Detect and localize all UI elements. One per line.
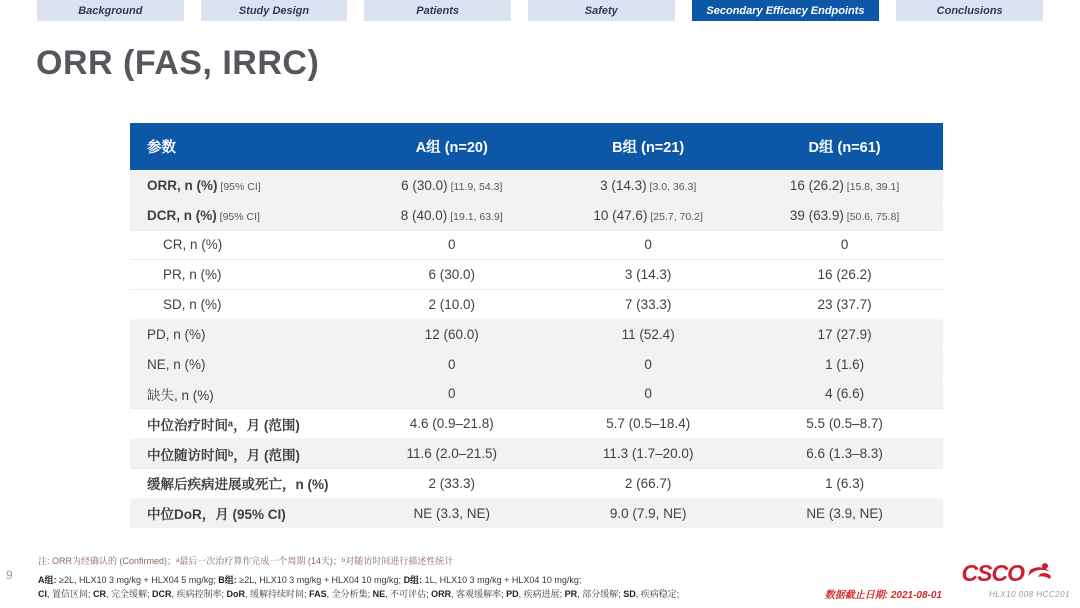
cell-value: 2 (66.7) (624, 475, 672, 491)
table-row (130, 379, 943, 409)
cell-value: 39 (63.9) [50.6, 75.8] (789, 207, 900, 223)
row-label: ORR, n (%) [95% CI] (147, 177, 261, 193)
tab-secondary-efficacy-endpoints[interactable]: Secondary Efficacy Endpoints (692, 0, 880, 21)
footnote-group-definitions: A组: ≥2L, HLX10 3 mg/kg + HLX04 5 mg/kg; B组: ≥2L, HLX10 3 mg/kg + HLX04 10 mg/kg; D组: 1L, HLX10 3 mg/kg + HLX04 10 mg/kg; (38, 575, 582, 585)
cell-value: 11.6 (2.0–21.5) (406, 446, 498, 462)
row-label: PR, n (%) (163, 267, 222, 283)
table-row (130, 259, 943, 289)
table-row (130, 468, 943, 498)
cell-value: 11 (52.4) (621, 326, 675, 342)
cell-value: 11.3 (1.7–20.0) (602, 446, 694, 462)
page-number: 9 (6, 568, 13, 582)
cell-value: 5.7 (0.5–18.4) (606, 416, 691, 432)
study-id: HLX10 008 HCC201 (989, 590, 1070, 599)
cell-value: 3 (14.3) (624, 267, 672, 283)
cell-value: 0 (644, 356, 652, 372)
tab-background[interactable]: Background (37, 0, 184, 21)
table-row (130, 319, 943, 349)
row-label: CR, n (%) (163, 237, 223, 253)
row-label: 中位随访时间ᵇ，月 (范围) (147, 447, 301, 463)
cell-value: 17 (27.9) (817, 326, 872, 342)
column-header-group-a: A组 (n=20) (415, 140, 488, 156)
cell-value: 0 (448, 386, 456, 402)
footnote-confirmation-note: 注: ORR为经确认的 (Confirmed)；ᵃ最后一次治疗算作完成一个周期 (14天)；ᵇ对随访时间进行描述性统计 (38, 556, 454, 566)
cell-value: 0 (448, 356, 456, 372)
cell-value: 10 (47.6) [25.7, 70.2] (593, 207, 703, 223)
row-label: 缺失, n (%) (147, 387, 214, 403)
row-label: 中位DoR，月 (95% CI) (147, 507, 286, 523)
cell-value: 4 (6.6) (825, 386, 865, 402)
csco-logo-text: CSCO (961, 560, 1024, 586)
data-cutoff-date: 数据截止日期: 2021-08-01 (824, 590, 942, 601)
cell-value: 1 (1.6) (825, 356, 865, 372)
table-row (130, 289, 943, 319)
row-label: PD, n (%) (147, 326, 206, 342)
table-row (130, 230, 943, 260)
column-header-group-b: B组 (n=21) (612, 140, 685, 156)
cell-value: 6 (30.0) (428, 267, 476, 283)
csco-logo (962, 560, 1052, 587)
cell-value: 0 (644, 237, 652, 253)
csco-mascot-icon (1026, 560, 1052, 587)
cell-value: 23 (37.7) (817, 297, 872, 313)
cell-value: 2 (33.3) (428, 475, 476, 491)
cell-value: 5.5 (0.5–8.7) (806, 416, 883, 432)
table-body (130, 170, 943, 528)
table-row (130, 200, 943, 230)
table-row (130, 408, 943, 438)
row-label: 缓解后疾病进展或死亡，n (%) (147, 477, 329, 493)
tab-study-design[interactable]: Study Design (201, 0, 348, 21)
cell-value: 0 (448, 237, 456, 253)
row-label: DCR, n (%) [95% CI] (147, 207, 260, 223)
table-header-row (130, 123, 943, 170)
cell-value: 8 (40.0) [19.1, 63.9] (400, 207, 503, 223)
cell-value: 4.6 (0.9–21.8) (409, 416, 494, 432)
cell-value: 7 (33.3) (624, 297, 672, 313)
page-title: ORR (FAS, IRRC) (36, 44, 320, 82)
tab-conclusions[interactable]: Conclusions (896, 0, 1043, 21)
cell-value: NE (3.3, NE) (413, 505, 491, 521)
cell-value: 0 (644, 386, 652, 402)
cell-value: 2 (10.0) (428, 297, 476, 313)
cell-value: 9.0 (7.9, NE) (609, 505, 687, 521)
cell-value: 6 (30.0) [11.9, 54.3] (401, 177, 503, 193)
table-row (130, 170, 943, 200)
column-header-parameter: 参数 (147, 140, 176, 156)
cell-value: 16 (26.2) [15.8, 39.1] (789, 177, 900, 193)
cell-value: 12 (60.0) (424, 326, 479, 342)
row-label: 中位治疗时间ᵃ，月 (范围) (147, 417, 300, 433)
top-tab-bar (37, 0, 1043, 21)
column-header-group-d: D组 (n=61) (808, 140, 881, 156)
cell-value: 6.6 (1.3–8.3) (806, 446, 883, 462)
table-row (130, 349, 943, 379)
cell-value: 3 (14.3) [3.0, 36.3] (600, 177, 697, 193)
orr-results-table (130, 123, 943, 528)
footnote-abbreviations: CI, 置信区间; CR, 完全缓解; DCR, 疾病控制率; DoR, 缓解持续时间; FAS, 全分析集; NE, 不可评估; ORR, 客观缓解率; PD, 疾病进展; PR, 部分缓解; SD, 疾病稳定; (38, 589, 680, 599)
cell-value: 0 (840, 237, 849, 253)
row-label: NE, n (%) (147, 356, 206, 372)
cell-value: 16 (26.2) (817, 267, 872, 283)
table-row (130, 498, 943, 528)
tab-safety[interactable]: Safety (528, 0, 675, 21)
row-label: SD, n (%) (163, 297, 222, 313)
tab-patients[interactable]: Patients (364, 0, 511, 21)
cell-value: 1 (6.3) (825, 475, 865, 491)
table-row (130, 438, 943, 468)
cell-value: NE (3.9, NE) (806, 505, 883, 521)
